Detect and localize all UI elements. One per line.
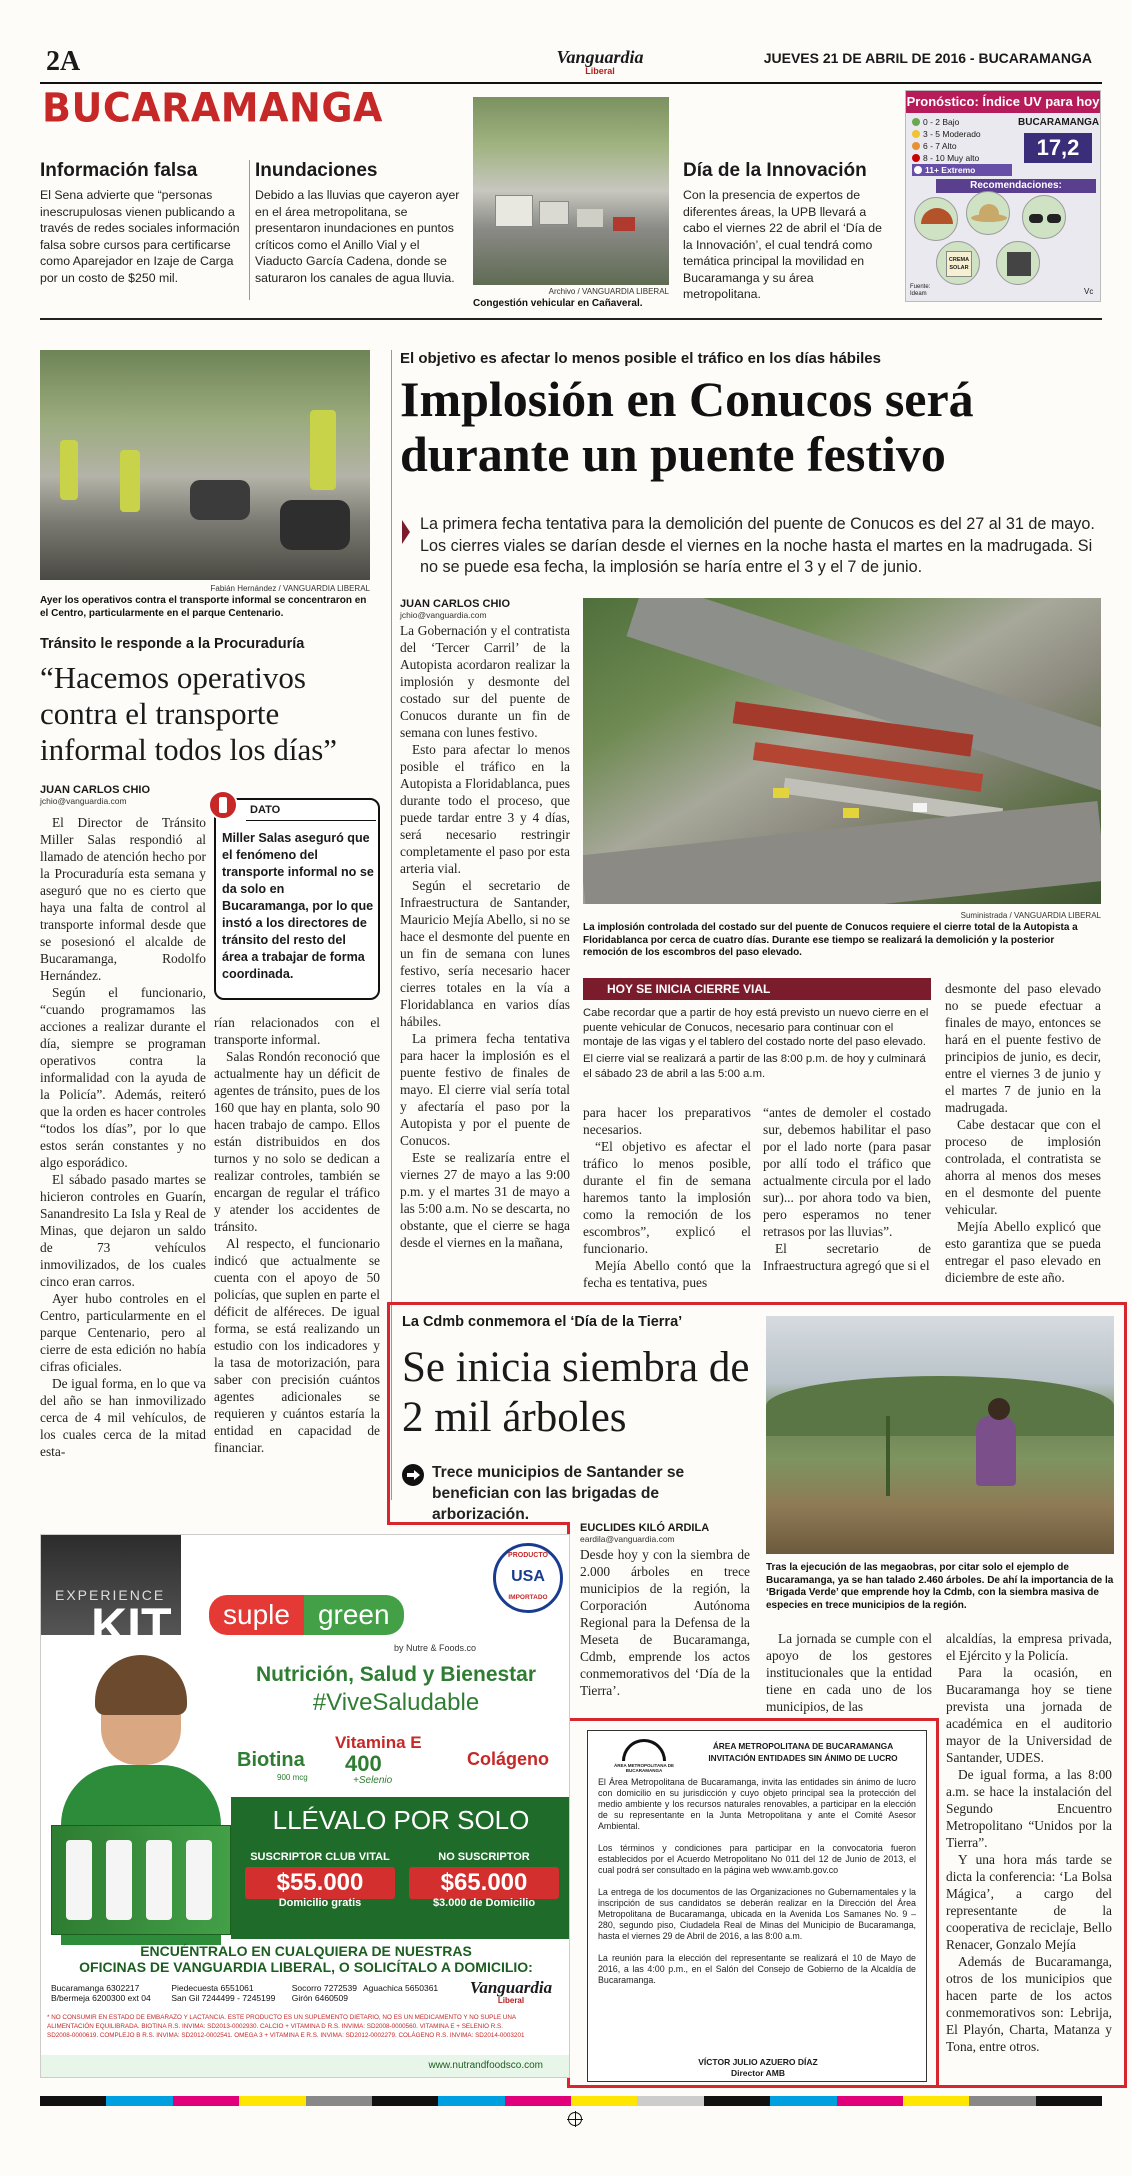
price-label: NO SUSCRIPTOR	[438, 1851, 530, 1863]
sunscreen-icon	[936, 241, 980, 285]
paper-name: Vanguardia	[556, 47, 644, 67]
price-sub: Domicilio gratis	[278, 1897, 362, 1909]
ad-phone: Aguachica 5650361	[363, 1983, 439, 1993]
ad-where: OFICINAS DE VANGUARDIA LIBERAL, O SOLICÍTALO A DOMICILIO:	[79, 1959, 533, 1975]
story-headline: Implosión en Conucos será durante un puente festivo	[400, 371, 974, 482]
dot-icon	[912, 142, 920, 150]
hat-icon	[966, 191, 1010, 235]
uv-levels	[912, 116, 1012, 176]
copyright-mark: Vc	[1084, 287, 1094, 296]
lead-marker	[402, 520, 410, 544]
photo-credit: Archivo / VANGUARDIA LIBERAL	[548, 287, 669, 296]
story-headline: Se inicia siembra de 2 mil árboles	[402, 1344, 750, 1441]
brief-1	[40, 160, 245, 286]
brief-title: Día de la Innovación	[683, 160, 867, 181]
price-sub: $3.000 de Domicilio	[432, 1897, 536, 1909]
story-lead: La primera fecha tentativa para la demolición del puente de Conucos es del 27 al 31 de mayo. Los cierres viales se darían desde el viernes en la noche hasta el martes en la madrugada. Si no se puede esa fecha, la implosión se haría entre el 3 y el 7 de junio.	[420, 515, 1095, 576]
byline-name: JUAN CARLOS CHIO	[40, 784, 151, 796]
dato-text: Miller Salas aseguró que el fenómeno del transporte informal no se da solo en Bucaramanga, por lo que instó a los directores de tránsito del resto del área a trabajar de forma coordinada.	[222, 831, 374, 981]
umbrella-icon	[914, 197, 958, 241]
price-label: SUSCRIPTOR CLUB VITAL	[250, 1851, 390, 1863]
brief-text: El Sena advierte que “personas inescrupulosas vienen publicando a través de redes sociales información falsa sobre cursos para certificarse como Aparejador en Izaje de Carga por un costo de $250 mil.	[40, 188, 240, 285]
brief-2	[255, 160, 460, 286]
ad-product: Colágeno	[467, 1749, 550, 1769]
story-kicker: El objetivo es afectar lo menos posible el tráfico en los días hábiles	[400, 350, 881, 367]
story-column: La Gobernación y el contratista del ‘Tercer Carril’ de la Autopista acordaron realizar la implosión y desmonte del costado sur del puente de Conucos durante un fin de semana con lunes festivo. Esto para afectar lo menos posible el tráfico en la Autopista a Floridablanca, pues durante todo el proceso, que puede tardar entre 3 y 4 días, será necesario restringir completamente el paso por esta arteria vial. Según el secretario de Infraestructura de Santander, Mauricio Mejía Abello, si no se hace el desmonte del puente en un fin de semana con lunes festivo, sería necesario hacer cierres totales en la vía a Floridablanca en varios días hábiles. La primera fecha tentativa para hacer la implosión es el puente festivo de finales de mayo. El cierre vial sería total y afectaría el paso por la Autopista y por el puente de Conucos. Este se realizaría entre el viernes 27 de mayo a las 9:00 p.m. y el martes 31 de mayo a las 5:00 a.m. No se descarta, no obstante, que el cierre se haga desde el viernes en la mañana,	[400, 623, 570, 1250]
photo-caption: Tras la ejecución de las megaobras, por citar solo el ejemplo de Bucaramanga, ya se han talado 2.460 árboles. De ahí la importancia de la ‘Brigada Verde’ que emprende hoy la Cdmb, con la siembra masiva de especies en trece municipios de la región.	[766, 1562, 1114, 1611]
ad-kit: KIT	[91, 1598, 172, 1654]
byline-email: jchio@vanguardia.com	[40, 796, 127, 806]
story-column: El Director de Tránsito Miller Salas respondió al llamado de atención hecho por la Procuraduría esta semana y aseguró que no es cierto que haya una falta de control al transporte informal desde que se posesionó el alcalde de Bucaramanga, Rodolfo Hernández. Según el funcionario, “cuando programamos las acciones a realizar durante el día, siempre se programan operativos contra la informalidad con la ayuda de la Policía”. Además, reiteró que la orden es hacer controles “todos los días”, por lo que estos serán constantes y no algo esporádico. El sábado pasado martes se hicieron controles en Guarín, Sanandresito La Isla y Real de Minas, que dejaron un saldo de 73 vehículos inmovilizados, de los cuales cinco eran carros. Ayer hubo controles en el Centro, particularmente en el parque Centenario, pero al cierre de esta edición no había cifras oficiales. De igual forma, en lo que va del año se han inmovilizado cerca de 4 mil vehículos, de los cuales cerca de la mitad esta-	[40, 815, 206, 1459]
uv-level: 3 - 5 Moderado	[912, 128, 1012, 140]
ad-by: by Nutre & Foods.co	[394, 1643, 477, 1653]
suplegreen-ad	[40, 1534, 570, 2078]
photo-caption: Congestión vehicular en Cañaveral.	[473, 298, 643, 309]
dot-icon	[912, 118, 920, 126]
notice-body: El Área Metropolitana de Bucaramanga, invita las entidades sin ánimo de lucro con domicilio en su jurisdicción y cuyo objeto principal sea la protección del medio ambiente y los recursos naturales renovables, a participar en la elección de su representante en la Junta Metropolitana y ante el Comité Asesor Ambiental. Los términos y condiciones para participar en la convocatoria fueron establecidos por el Acuerdo Metropolitano No 011 del 12 de Junio de 2013, el cual podrá ser consultado en la página web www.amb.gov.co La entrega de los documentos de las Organizaciones no Gubernamentales y la inscripción de sus candidatos se deberán realizar en la Dirección del Área Metropolitana de Bucaramanga, ubicada en la Avenida Los Samanes No. 9 – 280, segundo piso, Ciudadela Real de Minas del Municipio de Bucaramanga, hasta el viernes 29 de Abril de 2016, a las 8:00 a.m. La reunión para la elección del representante se realizará el 10 de Mayo de 2016, a las 4:00 p.m., en el Salón del Consejo de Gobierno de la Alcaldía de Bucaramanga.	[598, 1777, 916, 1985]
byline-email: eardila@vanguardia.com	[580, 1534, 675, 1544]
print-color-bar	[40, 2096, 1102, 2106]
traffic-photo	[473, 97, 669, 285]
vanguardia-logo: Vanguardia Liberal	[469, 1978, 553, 2005]
registration-mark-icon	[568, 2112, 582, 2126]
brief-text: Con la presencia de expertos de diferentes áreas, la UPB llevará a cabo el viernes 22 de abril el ‘Día de la Innovación’, el cual tendrá como temática principal la movilidad en Bucaramanga y su área metropolitana.	[683, 188, 882, 301]
ad-product-num: 400	[345, 1751, 382, 1776]
ad-fineprint: * NO CONSUMIR EN ESTADO DE EMBARAZO Y LACTANCIA. ESTE PRODUCTO ES UN SUPLEMENTO DIETARIO, NO ES UN MEDICAMENTO Y NO SUPLE UNA ALIMENTACIÓN EQUILIBRADA. BIOTINA R.S. INVIMA: SD2013-0002930. CALCIO + VITAMINA D R.S. INVIMA: SD2008-0000560. VITAMINA E + SELENIO R.S. SD2008-0000619. COMPLEJO B R.S. INVIMA: SD2012-0002541. OMEGA 3 + VITAMINA E R.S. INVIMA: SD2012-0002279. COLÁGENO R.S. INVIMA: SD2014-0003201	[47, 2014, 525, 2039]
byline	[400, 598, 570, 620]
paper-sub: Liberal	[585, 66, 615, 76]
photo-caption: La implosión controlada del costado sur del puente de Conucos requiere el cierre total de la Autopista a Floridablanca por cerca de cuatro días. Durante ese tiempo se realizará la demolición y la posterior remoción de los escombros del paso elevado.	[583, 922, 1078, 958]
dato-icon	[208, 790, 238, 820]
brief-title: Inundaciones	[255, 160, 378, 181]
usa-seal-icon: PRODUCTO USA IMPORTADO	[493, 1543, 563, 1613]
ad-product-sub: +Selenio	[353, 1775, 393, 1786]
arrow-circle-icon	[402, 1464, 424, 1486]
story-column: La jornada se cumple con el apoyo de los gestores institucionales que la entidad tiene en cada uno de los municipios, de las	[766, 1631, 932, 1714]
ad-product: Vitamina E	[335, 1733, 422, 1752]
story-column: “antes de demoler el costado sur, debemos habilitar el paso por el lado norte (para pasar por allí todo el tráfico que actualmente circula por el lado sur)... por ahora todo va bien, pero esperamos no tener retrasos por las lluvias”. El secretario de Infraestructura agregó que si el	[763, 1105, 931, 1273]
info-box	[583, 978, 931, 1080]
bridge-aerial-photo	[583, 598, 1101, 904]
notice-signer: VÍCTOR JULIO AZUERO DÍAZ	[698, 2057, 818, 2067]
section-title: BUCARAMANGA	[42, 84, 383, 132]
info-box-text: Cabe recordar que a partir de hoy está previsto un nuevo cierre en el puente vehicular de Conucos, necesario para continuar con el montaje de las vigas y el tablero del costado norte del paso elevado.	[583, 1007, 929, 1048]
uv-level: 11+ Extremo	[912, 164, 1012, 176]
ad-product: Biotina	[237, 1749, 305, 1771]
cream-label: CREMA SOLAR	[946, 251, 972, 277]
notice-title: ÁREA METROPOLITANA DE BUCARAMANGA	[712, 1741, 894, 1751]
story-headline: “Hacemos operativos contra el transporte informal todos los días”	[40, 660, 338, 767]
byline-name: EUCLIDES KILÓ ARDILA	[580, 1522, 710, 1534]
ad-url: www.nutrandfoodsco.com	[41, 2055, 570, 2077]
clothing-icon	[996, 241, 1040, 285]
photo-credit: Suministrada / VANGUARDIA LIBERAL	[960, 911, 1101, 920]
ad-product-sub: 900 mcg	[277, 1773, 308, 1782]
uv-level: 8 - 10 Muy alto	[912, 152, 1012, 164]
uv-level: 0 - 2 Bajo	[912, 116, 1012, 128]
ad-experience: EXPERIENCE	[55, 1587, 166, 1603]
uv-city: BUCARAMANGA	[1018, 117, 1100, 128]
page-number: 2A	[46, 46, 81, 77]
dot-icon	[914, 166, 922, 174]
amb-notice	[587, 1730, 927, 2082]
dato-box	[214, 798, 380, 1000]
ad-cta: LLÉVALO POR SOLO	[272, 1805, 530, 1835]
story-kicker: La Cdmb conmemora el ‘Día de la Tierra’	[402, 1314, 683, 1330]
photo-caption: Ayer los operativos contra el transporte informal se concentraron en el Centro, particularmente en el parque Centenario.	[40, 595, 367, 619]
notice-subtitle: INVITACIÓN ENTIDADES SIN ÁNIMO DE LUCRO	[708, 1753, 898, 1763]
ad-hashtag: #ViveSaludable	[312, 1689, 480, 1716]
uv-forecast-box	[905, 90, 1101, 302]
amb-logo-icon	[622, 1739, 666, 1761]
price-value: $55.000	[245, 1867, 395, 1899]
uv-recs-title: Recomendaciones:	[936, 179, 1096, 193]
story-column: desmonte del paso elevado no se puede efectuar a finales de mayo, entonces se hará en el puente festivo de principios de junio, es decir, entre el viernes 3 de junio y el martes 7 de junio en la madrugada. Cabe destacar que con el proceso de implosión controlada, el contratista se ahorra al menos dos meses en el desmonte del puente vehicular. Mejía Abello explicó que esto garantiza que se pueda entregar el paso elevado en diciembre de este año.	[945, 981, 1101, 1285]
brief-text: Debido a las lluvias que cayeron ayer en el área metropolitana, se presentaron inundaciones en puntos críticos como el Anillo Vial y el Viaducto García Cadena, donde se saturaron los canales de agua lluvia.	[255, 188, 460, 285]
story-column: para hacer los preparativos necesarios. “El objetivo es afectar el tráfico lo menos posible, durante el fin de semana haremos tanto la implosión como la remoción de los escombros”, explicó el funcionario. Mejía Abello contó que la fecha es tentativa, pues	[583, 1105, 751, 1290]
sunglasses-icon	[1022, 195, 1066, 239]
uv-title: Pronóstico: Índice UV para hoy	[906, 91, 1100, 113]
story-column: Desde hoy y con la siembra de 2.000 árboles en trece municipios de la región, la Corporación Autónoma Regional para la Defensa de la Meseta de Bucaramanga, Cdmb, emprende los actos conmemorativos del ‘Día de la Tierra’.	[580, 1547, 750, 1698]
price-value: $65.000	[409, 1867, 559, 1899]
product-boxes	[51, 1825, 231, 1935]
police-operation-photo	[40, 350, 370, 580]
tree-planting-photo	[766, 1316, 1114, 1554]
story-column: rían relacionados con el transporte informal. Salas Rondón reconoció que actualmente hay un déficit de agentes de tránsito, pues de los 160 que hay en planta, solo 90 hacen trabajo de campo. Ellos están distribuidos en dos turnos y no solo se dedican a realizar controles, también se encargan de regular el tráfico y atender los accidentes de tránsito. Al respecto, el funcionario indicó que actualmente se cuenta con el apoyo de 50 policías, que suplen en parte el déficit de alféreces. De igual forma, se está realizando un estudio con los indicadores y la tasa de motorización, para saber con precisión cuántos agentes adicionales se requieren y cuántos estaría la entidad en capacidad de financiar.	[214, 1015, 380, 1455]
notice-signer-title: Director AMB	[731, 2068, 785, 2078]
byline	[40, 784, 210, 806]
brand-logo: suple green	[209, 1595, 404, 1635]
ad-tagline: Nutrición, Salud y Bienestar	[255, 1663, 537, 1686]
ad-phones: Bucaramanga 6302217 Piedecuesta 6551061 Socorro 7272539 B/bermeja 6200300 ext 04 San Gil 7244499 - 7245199 Girón 6460509	[51, 1983, 357, 2003]
byline-name: JUAN CARLOS CHIO	[400, 598, 511, 610]
amb-logo-text: ÁREA METROPOLITANA DE BUCARAMANGA	[613, 1763, 675, 1773]
story-kicker: Tránsito le responde a la Procuraduría	[40, 636, 305, 652]
info-box-title: HOY SE INICIA CIERRE VIAL	[583, 978, 931, 1000]
uv-value: 17,2	[1024, 133, 1092, 163]
uv-source: Fuente: Ideam	[910, 284, 931, 297]
dot-icon	[912, 130, 920, 138]
ad-where: ENCUÉNTRALO EN CUALQUIERA DE NUESTRAS	[140, 1943, 472, 1959]
photo-credit: Fabián Hernández / VANGUARDIA LIBERAL	[210, 584, 370, 593]
dot-icon	[912, 154, 920, 162]
uv-level: 6 - 7 Alto	[912, 140, 1012, 152]
brief-3	[683, 160, 893, 303]
story-column: alcaldías, la empresa privada, el Ejército y la Policía. Para la ocasión, en Bucaramanga hoy se tiene prevista una jornada de académica en el auditorio mayor de la Universidad de Santander, UDES. De igual forma, a las 8:00 a.m. se hace la instalación del Segundo Encuentro Metropolitano “Unidos por la Tierra”. Y una hora más tarde se dicta la conferencia: ‘La Bolsa Mágica’, a cargo del representante de la cooperativa de reciclaje, Bello Renacer, Gonzalo Mejía Además de Bucaramanga, otros de los municipios que hacen parte de los actos conmemorativos son: Lebrija, El Playón, Charta, Matanza y Tona, entre otros.	[946, 1631, 1112, 2054]
date-line: JUEVES 21 DE ABRIL DE 2016 - BUCARAMANGA	[763, 50, 1092, 66]
story-lead: Trece municipios de Santander se benefician con las brigadas de arborización.	[432, 1464, 685, 1523]
dato-label: DATO	[250, 804, 281, 816]
byline	[580, 1522, 750, 1544]
brief-title: Información falsa	[40, 160, 198, 181]
paper-logo	[530, 48, 670, 76]
byline-email: jchio@vanguardia.com	[400, 610, 487, 620]
info-box-text: El cierre vial se realizará a partir de las 8:00 p.m. de hoy y culminará el sábado 23 de abril a las 5:00 a.m.	[583, 1053, 926, 1080]
